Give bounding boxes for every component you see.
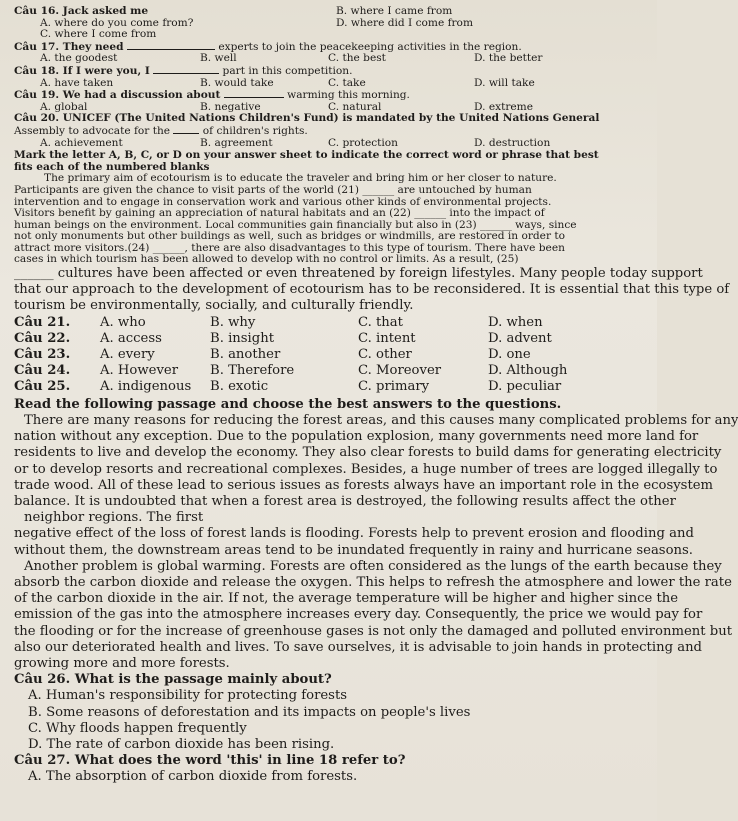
q16-stem: Câu 16. Jack asked me: [14, 5, 149, 17]
q25-option-b: B. exotic: [210, 379, 269, 395]
cloze-option-row-25: [14, 379, 647, 395]
q18-blank: [153, 65, 219, 74]
question-18: [14, 65, 647, 89]
reading-line: growing more and more forests.: [14, 655, 230, 671]
q20-blank: [173, 125, 199, 134]
reading-line: of the carbon dioxide in the air. If not, the average temperature will be higher and higher since the: [14, 591, 679, 607]
q25-label: Câu 25.: [14, 379, 71, 395]
q27-option-a: A. The absorption of carbon dioxide from forests.: [28, 769, 358, 785]
q20-option-c: C. protection: [328, 136, 398, 149]
question-16: [14, 6, 647, 41]
q26-stem: Câu 26. What is the passage mainly about?: [14, 672, 332, 688]
cloze-line: The primary aim of ecotourism is to educate the traveler and bring him or her closer to nature.: [44, 172, 557, 185]
cloze-instruction: [14, 150, 647, 173]
cloze-option-row-22: [14, 331, 647, 347]
q26-option-c: C. Why floods happen frequently: [28, 720, 247, 736]
q24-option-a: A. However: [100, 363, 178, 379]
reading-line: residents to live and develop the economy. They also clear forests to build dams for generating electricity: [14, 445, 722, 461]
q26-option-a: A. Human's responsibility for protecting forests: [28, 688, 348, 704]
q26-option-d: D. The rate of carbon dioxide has been rising.: [28, 736, 335, 752]
q21-option-b: B. why: [210, 314, 256, 330]
q26-option-b: B. Some reasons of deforestation and its impacts on people's lives: [28, 704, 471, 720]
q25-option-c: C. primary: [358, 379, 430, 395]
q22-label: Câu 22.: [14, 330, 71, 346]
reading-line: the flooding or for the increase of greenhouse gases is not only the damaged and polluted environment but: [14, 623, 733, 639]
cloze-line: Participants are given the chance to visit parts of the world (21) ______ are untouched by human: [14, 183, 532, 196]
q23-label: Câu 23.: [14, 347, 71, 363]
q27-stem: Câu 27. What does the word 'this' in line 18 refer to?: [14, 753, 406, 769]
cloze-line: ______ cultures have been affected or even threatened by foreign lifestyles. Many people today support: [14, 266, 703, 282]
q21-option-d: D. when: [488, 314, 543, 330]
q18-stem-pre: Câu 18. If I were you, I: [14, 64, 150, 77]
q17-option-c: C. the best: [328, 52, 386, 65]
cloze-passage-continued: [14, 266, 730, 315]
cloze-line: tourism be environmentally, socially, and culturally friendly.: [14, 298, 414, 314]
q17-stem-pre: Câu 17. They need: [14, 40, 124, 53]
reading-instruction: Read the following passage and choose the best answers to the questions.: [14, 396, 562, 412]
q19-blank: [224, 89, 284, 98]
q17-option-a: A. the goodest: [40, 52, 118, 65]
q22-option-d: D. advent: [488, 330, 552, 346]
cloze-option-row-24: [14, 363, 647, 379]
cloze-line: cases in which tourism has been allowed to develop with no control or limits. As a result, (25): [14, 253, 519, 266]
reading-line: without them, the downstream areas tend to be inundated frequently in rainy and hurricane seasons.: [14, 542, 693, 558]
reading-line: balance. It is undoubted that when a forest area is destroyed, the following results affect the other: [14, 493, 676, 509]
reading-line: trade wood. All of these lead to serious issues as forests always have an important role in the ecosystem: [14, 477, 714, 493]
cloze-line: human beings on the environment. Local communities gain financially but also in (23) ______ ways, since: [14, 218, 577, 231]
q17-option-d: D. the better: [474, 52, 543, 65]
question-20: [14, 113, 647, 149]
question-17: [14, 41, 647, 65]
q20-stem-post: of children's rights.: [202, 124, 308, 137]
q24-option-c: C. Moreover: [358, 363, 442, 379]
q20-option-d: D. destruction: [474, 136, 551, 149]
q19-option-d: D. extreme: [474, 100, 533, 113]
q21-option-c: C. that: [358, 314, 403, 330]
q20-stem-pre: Assembly to advocate for the: [14, 124, 171, 137]
cloze-options: [14, 315, 647, 396]
q17-stem-post: experts to join the peacekeeping activities in the region.: [218, 40, 522, 53]
q22-option-c: C. intent: [358, 330, 416, 346]
q21-label: Câu 21.: [14, 314, 71, 330]
q18-stem-post: part in this competition.: [222, 64, 353, 77]
q17-blank: [127, 41, 215, 50]
reading-line: or to develop resorts and recreational complexes. Besides, a huge number of trees are logged illegally to: [14, 461, 718, 477]
cloze-line: that our approach to the development of ecotourism has to be reconsidered. It is essential that this type of: [14, 282, 730, 298]
q22-option-a: A. access: [100, 330, 162, 346]
cloze-instruction-line2: fits each of the numbered blanks: [14, 160, 210, 173]
q19-option-a: A. global: [40, 100, 88, 113]
question-26: [14, 672, 647, 753]
q16-option-a: A. where do you come from?: [40, 16, 194, 29]
q25-option-d: D. peculiar: [488, 379, 562, 395]
q16-option-c: C. where I come from: [40, 28, 157, 41]
q24-label: Câu 24.: [14, 363, 71, 379]
reading-line: emission of the gas into the atmosphere increases every day. Consequently, the price we would pay for: [14, 607, 703, 623]
question-19: [14, 89, 647, 113]
q18-option-c: C. take: [328, 76, 366, 89]
q18-option-a: A. have taken: [40, 76, 114, 89]
q24-option-b: B. Therefore: [210, 363, 295, 379]
reading-line: negative effect of the loss of forest lands is flooding. Forests help to prevent erosion and flooding and: [14, 526, 694, 542]
reading-line: absorb the carbon dioxide and release the oxygen. This helps to refresh the atmosphere and lower the rate: [14, 574, 732, 590]
reading-line: also our deteriorated health and lives. To save ourselves, it is advisable to join hands in protecting and: [14, 639, 703, 655]
reading-line: neighbor regions. The first: [24, 510, 204, 526]
q25-option-a: A. indigenous: [100, 379, 192, 395]
question-27: [14, 753, 647, 785]
q23-option-d: D. one: [488, 347, 531, 363]
q23-option-c: C. other: [358, 347, 412, 363]
q22-option-b: B. insight: [210, 330, 275, 346]
q19-stem-pre: Câu 19. We had a discussion about: [14, 89, 221, 102]
q20-stem-line1: Câu 20. UNICEF (The United Nations Children's Fund) is mandated by the United Nations General: [14, 112, 600, 125]
q18-option-b: B. would take: [200, 76, 274, 89]
q17-option-b: B. well: [200, 52, 237, 65]
reading-line: Another problem is global warming. Forests are often considered as the lungs of the earth because they: [24, 558, 722, 574]
cloze-line: intervention and to engage in conservation work and various other kinds of environmental projects.: [14, 195, 552, 208]
reading-section: [14, 396, 738, 672]
q20-option-b: B. agreement: [200, 136, 273, 149]
cloze-line: not only monuments but other buildings as well, such as bridges or windmills, are restored in order to: [14, 230, 566, 243]
q21-option-a: A. who: [100, 314, 146, 330]
reading-line: There are many reasons for reducing the forest areas, and this causes many complicated problems for any: [24, 412, 738, 428]
q23-option-b: B. another: [210, 347, 281, 363]
q20-option-a: A. achievement: [40, 136, 123, 149]
cloze-line: attract more visitors.(24) ______, there are also disadvantages to this type of tourism. There have been: [14, 241, 565, 254]
q23-option-a: A. every: [100, 347, 155, 363]
cloze-option-row-23: [14, 347, 647, 363]
q19-option-b: B. negative: [200, 100, 261, 113]
cloze-passage: [14, 173, 647, 266]
reading-line: nation without any exception. Due to the population explosion, many governments need more land for: [14, 429, 699, 445]
q19-option-c: C. natural: [328, 100, 382, 113]
q16-option-d: D. where did I come from: [336, 16, 473, 29]
cloze-option-row-21: [14, 315, 647, 331]
cloze-instruction-line1: Mark the letter A, B, C, or D on your answer sheet to indicate the correct word or phrase that best: [14, 149, 599, 162]
q24-option-d: D. Although: [488, 363, 568, 379]
q18-option-d: D. will take: [474, 76, 535, 89]
q16-option-b: B. where I came from: [336, 5, 453, 17]
cloze-line: Visitors benefit by gaining an appreciation of natural habitats and an (22) ______ into the impact of: [14, 207, 545, 220]
q19-stem-post: warming this morning.: [287, 89, 410, 102]
